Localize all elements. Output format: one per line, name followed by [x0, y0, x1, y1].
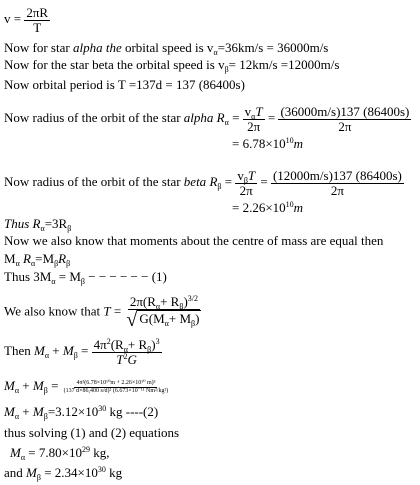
kepler-line: We also know that T = $\frac{2\pi(R_\alpha+ R_\beta)^{3/2}}{√ G(M_\alpha+ M_\beta)}$	[4, 295, 203, 330]
kepler-fraction: $\frac{2\pi(R_\alpha+ R_\beta)^{3/2}}{√ G(M_\alpha+ M_\beta)}$	[126, 294, 200, 331]
alpha-speed-line: Now for star alpha the orbital speed is $v_\alpha=36km/s = 36000m/s$	[4, 40, 329, 57]
velocity-formula: v = $\frac{2\pi R}{T}$	[4, 5, 49, 35]
equation-1: Thus $3M_\alpha = M_\beta$ − − − − − − (1)	[4, 269, 167, 286]
moments-line: Now we also know that moments about the centre of mass are equal then	[4, 233, 384, 248]
radius-beta-result: = $2.26\times 10^{10}m$	[232, 200, 304, 215]
mass-alpha-result: $M_\alpha = 7.80\times 10^{29}$ kg,	[10, 445, 110, 462]
beta-speed-line: Now for the star beta the orbital speed is $v_\beta= 12km/s =12000m/s$	[4, 57, 340, 74]
radius-alpha-result: = $6.78\times 10^{10}m$	[232, 136, 304, 151]
equation-2: $M_\alpha + M_\beta=3.12\times 10^{30}$ kg ----(2)	[4, 404, 159, 421]
substitution-line: $M_\alpha + M_\beta$ = $\frac{\text{4π²(6.78×10¹⁰m + 2.26×10¹⁰ m)³}}{\text{(137 d×86,400 s/d)² (6.673×10⁻¹¹ Nm²/kg²)}}$	[4, 378, 169, 395]
solving-line: thus solving (1) and (2) equations	[4, 425, 180, 440]
mass-sum-formula: Then $M_\alpha + M_\beta$ = $\frac{4\pi^2(R_\alpha+ R_\beta)^3}{T^2G}$	[4, 337, 160, 367]
radius-alpha-line: Now radius of the orbit of the star alpha $R_\alpha$ = $\frac{v_\alpha T}{2\pi}$ = $\frac{(36000m/s)137 (86400s)}{2\pi}$	[4, 104, 410, 134]
radius-alpha-fraction: $\frac{(36000m/s)137 (86400s)}{2\pi}$	[280, 104, 410, 134]
radius-beta-line: Now radius of the orbit of the star beta $R_\beta$ = $\frac{v_\beta T}{2\pi}$ = $\frac{(12000m/s)137 (86400s)}{2\pi}$	[4, 168, 402, 198]
radius-ratio-line: Thus $R_\alpha=3R_\beta$	[4, 216, 72, 233]
radius-beta-fraction: $\frac{(12000m/s)137 (86400s)}{2\pi}$	[272, 168, 402, 198]
period-line: Now orbital period is T =137d = 137 (86400s)	[4, 77, 245, 92]
velocity-fraction: $\frac{2\pi R}{T}$	[26, 5, 49, 35]
sqrt-sign: √	[126, 308, 138, 331]
moments-equation: $M_\alpha$ $R_\alpha=M_\beta R_\beta$	[4, 251, 71, 268]
mass-beta-result: and $M_\beta = 2.34\times 10^{30}$ kg	[4, 465, 123, 482]
mass-sum-fraction: $\frac{4\pi^2(R_\alpha+ R_\beta)^3}{T^2G}$	[93, 337, 160, 367]
substitution-fraction: $\frac{\text{4π²(6.78×10¹⁰m + 2.26×10¹⁰ m)³}}{\text{(137 d×86,400 s/d)² (6.673×10⁻¹¹ Nm²/kg²)}}$	[63, 380, 169, 394]
